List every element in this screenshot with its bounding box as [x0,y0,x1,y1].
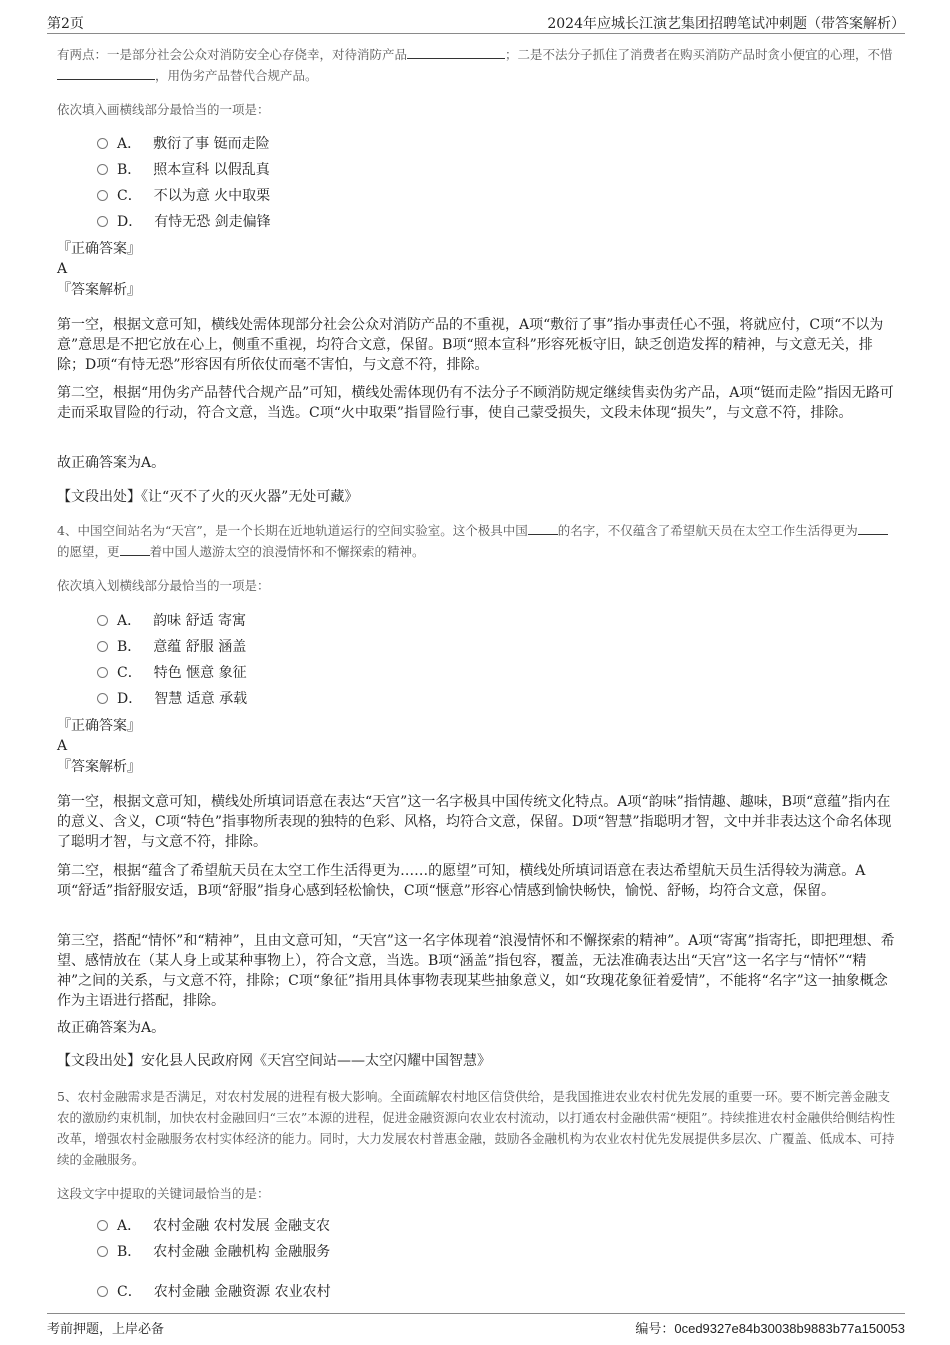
q3-analysis-paragraph: 第一空，根据文意可知，横线处需体现部分社会公众对消防产品的不重视，A项“敷衍了事”指办事责任心不强，将就应付，C项“不以为意”意思是不把它放在心上，侧重不重视，均符合文意，保留。B项“照本宣科”形容死板守旧，缺乏创造发挥的精神，与文意无关，排除；D项“有恃无恐”形容因有所依仗而毫不害怕，与文意不符，排除。 [57,317,884,373]
footer-slogan: 考前押题，上岸必备 [47,1322,165,1337]
q3-answer: A [57,261,68,277]
q3-source: 【文段出处】《让“灭不了火的灭火器”无处可藏》 [57,489,359,505]
q4-blank-2 [858,521,888,535]
radio-icon[interactable] [97,693,108,704]
q3-analysis-heading: 『答案解析』 [57,282,141,298]
q4-analysis-heading: 『答案解析』 [57,759,141,775]
q3-blank-1 [407,45,505,59]
q3-analysis-paragraph: 第二空，根据“用伪劣产品替代合规产品”可知，横线处需体现仍有不法分子不顾消防规定继续售卖伪劣产品，A项“铤而走险”指因无路可走而采取冒险的行动，符合文意，当选。C项“火中取栗”指冒险行事，使自己蒙受损失，文段未体现“损失”，与文意不符，排除。 [57,385,894,421]
q4-analysis-paragraph: 第三空，搭配“情怀”和“精神”，且由文意可知，“天宫”这一名字体现着“浪漫情怀和不懈探索的精神”。A项“寄寓”指寄托，即把理想、希望、感情放在（某人身上或某种事物上），符合文意，当选。B项“涵盖”指包容，覆盖，无法准确表达出“天宫”这一名字与“情怀”“精神”之间的关系，与文意不符，排除；C项“象征”指用具体事物表现某些抽象意义，如“玫瑰花象征着爱情”，不能将“名字”这一抽象概念作为主语进行搭配，排除。 [57,933,895,1009]
q5-option-a[interactable]: A． 农村金融 农村发展 金融支农 [97,1216,330,1236]
page-footer [47,1313,905,1336]
q3-instruction: 依次填入画横线部分最恰当的一项是： [57,102,270,117]
q4-answer-heading: 『正确答案』 [57,718,141,734]
radio-icon[interactable] [97,1220,108,1231]
radio-icon[interactable] [97,1246,108,1257]
q4-blank-3 [120,542,150,556]
q3-option-d[interactable]: D． 有恃无恐 剑走偏锋 [97,212,271,232]
radio-icon[interactable] [97,1286,108,1297]
q3-answer-heading: 『正确答案』 [57,241,141,257]
q3-conclusion: 故正确答案为A。 [57,455,166,471]
page-number: 第2页 [47,16,84,32]
q3-option-c[interactable]: C． 不以为意 火中取栗 [97,186,270,206]
q4-source: 【文段出处】安化县人民政府网《天宫空间站——太空闪耀中国智慧》 [57,1053,491,1069]
q4-option-b[interactable]: B． 意蕴 舒服 涵盖 [97,637,246,657]
q4-analysis-paragraph: 第一空，根据文意可知，横线处所填词语意在表达“天宫”这一名字极具中国传统文化特点。A项“韵味”指情趣、趣味，B项“意蕴”指内在的意义、含义，C项“特色”指事物所表现的独特的色彩、风格，均符合文意，保留。D项“智慧”指聪明才智，文中并非表达这个命名体现了聪明才智，与文意不符，排除。 [57,794,892,850]
document-title: 2024年应城长江演艺集团招聘笔试冲刺题（带答案解析） [547,16,905,32]
q3-stem: 有两点：一是部分社会公众对消防安全心存侥幸，对待消防产品 ；二是不法分子抓住了消费者在购买消防产品时贪小便宜的心理，不惜，用伪劣产品替代合规产品。 [57,47,893,83]
q3-option-a[interactable]: A． 敷衍了事 铤而走险 [97,134,270,154]
radio-icon[interactable] [97,667,108,678]
q4-option-d[interactable]: D． 智慧 适意 承载 [97,689,247,709]
radio-icon[interactable] [97,615,108,626]
radio-icon[interactable] [97,138,108,149]
page-header [47,11,905,34]
serial-number: 编号：0ced9327e84b30038b9883b77a150053 [635,1321,905,1337]
q4-option-c[interactable]: C． 特色 惬意 象征 [97,663,247,683]
radio-icon[interactable] [97,164,108,175]
q4-answer: A [57,738,68,754]
q4-analysis-paragraph: 第二空，根据“蕴含了希望航天员在太空工作生活得更为……的愿望”可知，横线处所填词语意在表达希望航天员生活得较为满意。A项“舒适”指舒服安适，B项“舒服”指身心感到轻松愉快，C项“惬意”形容心情感到愉快畅快，愉悦、舒畅，均符合文意，保留。 [57,863,866,899]
q3-option-b[interactable]: B． 照本宣科 以假乱真 [97,160,270,180]
radio-icon[interactable] [97,190,108,201]
q3-blank-2 [57,66,155,80]
q5-instruction: 这段文字中提取的关键词最恰当的是： [57,1186,270,1201]
q4-option-a[interactable]: A． 韵味 舒适 寄寓 [97,611,246,631]
q5-option-c[interactable]: C． 农村金融 金融资源 农业农村 [97,1282,331,1302]
radio-icon[interactable] [97,216,108,227]
q4-blank-1 [528,521,558,535]
q4-instruction: 依次填入划横线部分最恰当的一项是： [57,578,270,593]
q5-stem: 5、农村金融需求是否满足，对农村发展的进程有极大影响。全面疏解农村地区信贷供给，是我国推进农业农村优先发展的重要一环。要不断完善金融支农的激励约束机制，加快农村金融回归“三农”本源的进程，促进金融资源向农业农村流动，以打通农村金融供需“梗阻”。持续推进农村金融供给侧结构性改革，增强农村金融服务农村实体经济的能力。同时，大力发展农村普惠金融，鼓励各金融机构为农业农村优先发展提供多层次、广覆盖、低成本、可持续的金融服务。 [57,1089,896,1167]
q5-option-b[interactable]: B． 农村金融 金融机构 金融服务 [97,1242,330,1262]
q4-stem: 4、中国空间站名为“天宫”，是一个长期在近地轨道运行的空间实验室。这个极具中国 的名字，不仅蕴含了希望航天员在太空工作生活得更为的愿望，更 着中国人遨游太空的浪漫情怀和不懈探索的精神。 [57,520,897,562]
q4-conclusion: 故正确答案为A。 [57,1020,166,1036]
radio-icon[interactable] [97,641,108,652]
